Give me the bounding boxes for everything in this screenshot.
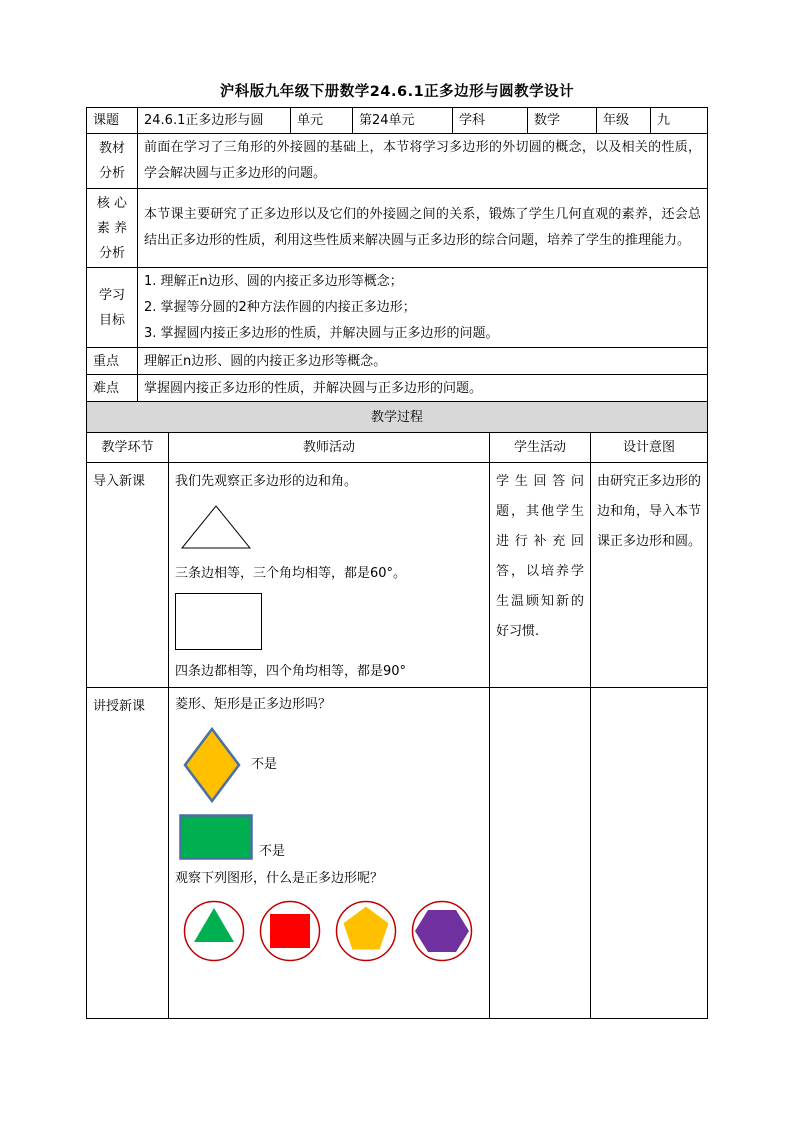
difficulty-label: 难点 [87,375,138,402]
rhombus-figure [183,726,243,804]
header-student: 学生活动 [490,433,591,463]
intro-design-intent: 由研究正多边形的边和角，导入本节课正多边形和圆。 [591,463,708,688]
teaching-process-table [86,401,708,1019]
goal-item: 2. 掌握等分圆的2种方法作圆的内接正多边形； [144,299,416,315]
course-value: 24.6.1正多边形与圆 [138,108,291,134]
literacy-label-line: 素 养 [96,220,128,236]
goals-label [87,268,138,348]
header-intent: 设计意图 [591,433,708,463]
grade-label: 年级 [597,108,651,134]
rectangle-row [175,814,483,862]
rhombus-row [175,726,483,804]
intro-line-2: 三条边相等，三个角均相等，都是60°。 [175,566,407,581]
inscribed-triangle-figure [183,900,245,962]
analysis-text: 前面在学习了三角形的外接圆的基础上，本节将学习多边形的外切圆的概念，以及相关的性质，学会解决圆与正多边形的问题。 [138,134,708,189]
rectangle-outline-figure [175,593,263,651]
intro-line-1: 我们先观察正多边形的边和角。 [175,474,358,489]
analysis-label-line: 分析 [98,166,125,181]
header-stage: 教学环节 [87,433,169,463]
lecture-student-activity [490,688,591,1019]
grade-value: 九 [651,108,708,134]
literacy-text: 本节课主要研究了正多边形以及它们的外接圆之间的关系，锻炼了学生几何直观的素养，还会总结出正多边形的性质，利用这些性质来解决圆与正多边形的综合问题，培养了学生的推理能力。 [138,189,708,268]
regular-polygons-row [175,900,483,962]
key-point-text: 理解正n边形、圆的内接正多边形等概念。 [138,348,708,375]
analysis-label [87,134,138,189]
goals-list [138,268,708,348]
goal-item: 1. 理解正n边形、圆的内接正多边形等概念； [144,273,403,289]
lecture-teacher-activity [169,688,490,1019]
literacy-label-line: 分析 [98,245,125,261]
lecture-design-intent [591,688,708,1019]
rectangle-answer: 不是 [259,844,286,859]
course-label: 课题 [87,108,138,134]
unit-label: 单元 [291,108,353,134]
intro-stage: 导入新课 [87,463,169,688]
inscribed-square-figure [259,900,321,962]
difficulty-text: 掌握圆内接正多边形的性质，并解决圆与正多边形的问题。 [138,375,708,402]
inscribed-pentagon-figure [335,900,397,962]
key-point-label: 重点 [87,348,138,375]
literacy-label-line: 核 心 [96,195,128,211]
inscribed-hexagon-figure [411,900,473,962]
unit-value: 第24单元 [353,108,453,134]
analysis-label-line: 教材 [98,141,125,156]
intro-teacher-activity [169,463,490,688]
lesson-plan-grid [86,107,706,1019]
goals-label-line: 目标 [98,312,125,328]
literacy-label [87,189,138,268]
document-title: 沪科版九年级下册数学24.6.1正多边形与圆教学设计 [219,84,575,100]
goals-label-line: 学习 [98,287,125,303]
process-banner: 教学过程 [87,402,708,433]
intro-student-activity: 学生回答问题，其他学生进行补充回答，以培养学生温顾知新的好习惯. [490,463,591,688]
goal-item: 3. 掌握圆内接正多边形的性质，并解决圆与正多边形的问题。 [144,325,499,341]
rhombus-answer: 不是 [251,757,278,772]
lecture-question-1: 菱形、矩形是正多边形吗？ [175,697,332,712]
lesson-info-table [86,107,708,402]
intro-line-3: 四条边都相等，四个角均相等，都是90° [175,664,407,679]
green-rectangle-figure [179,814,255,862]
header-teacher: 教师活动 [169,433,490,463]
subject-label: 学科 [453,108,528,134]
subject-value: 数学 [528,108,597,134]
triangle-outline-figure [181,505,251,549]
lecture-question-2: 观察下列图形，什么是正多边形呢？ [175,871,384,886]
lecture-stage: 讲授新课 [87,688,169,1019]
